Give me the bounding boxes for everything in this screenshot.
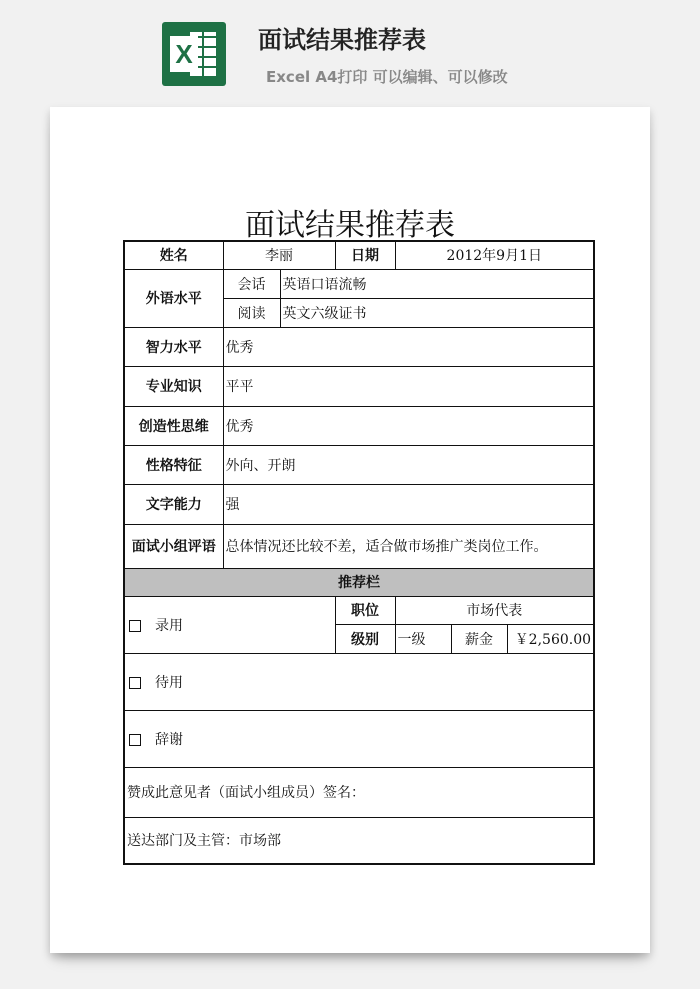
intelligence-value[interactable]: 优秀 bbox=[223, 327, 594, 366]
table-row bbox=[124, 596, 594, 624]
pending-checkbox[interactable] bbox=[129, 677, 141, 689]
hire-checkbox[interactable] bbox=[129, 620, 141, 632]
personality-label: 性格特征 bbox=[124, 445, 223, 484]
header-title: 面试结果推荐表 bbox=[258, 26, 426, 54]
table-row bbox=[124, 817, 594, 864]
date-label: 日期 bbox=[335, 241, 395, 269]
decline-label: 辞谢 bbox=[155, 731, 183, 748]
expertise-value[interactable]: 平平 bbox=[223, 366, 594, 406]
table-row bbox=[124, 653, 594, 710]
expertise-label: 专业知识 bbox=[124, 366, 223, 406]
recommend-section-header: 推荐栏 bbox=[124, 568, 594, 596]
table-row bbox=[124, 767, 594, 817]
level-label: 级别 bbox=[335, 624, 395, 653]
position-label: 职位 bbox=[335, 596, 395, 624]
table-row bbox=[124, 484, 594, 524]
table-row bbox=[124, 366, 594, 406]
writing-value[interactable]: 强 bbox=[223, 484, 594, 524]
pending-option[interactable] bbox=[124, 653, 594, 710]
document-page bbox=[50, 107, 650, 953]
agree-signature-cell[interactable]: 赞成此意见者（面试小组成员）签名： bbox=[124, 767, 594, 817]
document-title: 面试结果推荐表 bbox=[245, 208, 455, 243]
date-value[interactable]: 2012年9月1日 bbox=[395, 241, 594, 269]
excel-letter: X bbox=[170, 36, 198, 72]
excel-icon bbox=[162, 22, 226, 86]
creativity-value[interactable]: 优秀 bbox=[223, 406, 594, 445]
table-row bbox=[124, 269, 594, 298]
writing-label: 文字能力 bbox=[124, 484, 223, 524]
hire-label: 录用 bbox=[155, 617, 183, 634]
table-row bbox=[124, 327, 594, 366]
level-value[interactable]: 一级 bbox=[395, 624, 451, 653]
table-row bbox=[124, 524, 594, 568]
personality-value[interactable]: 外向、开朗 bbox=[223, 445, 594, 484]
table-row bbox=[124, 710, 594, 767]
header-banner bbox=[0, 0, 700, 104]
table-row bbox=[124, 445, 594, 484]
table-row bbox=[124, 241, 594, 269]
hire-option[interactable] bbox=[124, 596, 335, 653]
interview-form-table bbox=[123, 240, 595, 865]
name-label: 姓名 bbox=[124, 241, 223, 269]
table-row bbox=[124, 568, 594, 596]
name-value[interactable]: 李丽 bbox=[223, 241, 335, 269]
conversation-value[interactable]: 英语口语流畅 bbox=[280, 269, 594, 298]
table-row bbox=[124, 406, 594, 445]
position-value[interactable]: 市场代表 bbox=[395, 596, 594, 624]
pending-label: 待用 bbox=[155, 674, 183, 691]
conversation-label: 会话 bbox=[223, 269, 280, 298]
header-subtitle: Excel A4打印 可以编辑、可以修改 bbox=[266, 68, 508, 86]
creativity-label: 创造性思维 bbox=[124, 406, 223, 445]
salary-label: 薪金 bbox=[451, 624, 507, 653]
language-label: 外语水平 bbox=[124, 269, 223, 327]
panel-comment-label: 面试小组评语 bbox=[124, 524, 223, 568]
reading-value[interactable]: 英文六级证书 bbox=[280, 298, 594, 327]
panel-comment-value[interactable]: 总体情况还比较不差，适合做市场推广类岗位工作。 bbox=[223, 524, 594, 568]
salary-value[interactable]: ￥2,560.00 bbox=[507, 624, 594, 653]
decline-checkbox[interactable] bbox=[129, 734, 141, 746]
reading-label: 阅读 bbox=[223, 298, 280, 327]
sendto-department-cell[interactable]: 送达部门及主管：市场部 bbox=[124, 817, 594, 864]
decline-option[interactable] bbox=[124, 710, 594, 767]
intelligence-label: 智力水平 bbox=[124, 327, 223, 366]
